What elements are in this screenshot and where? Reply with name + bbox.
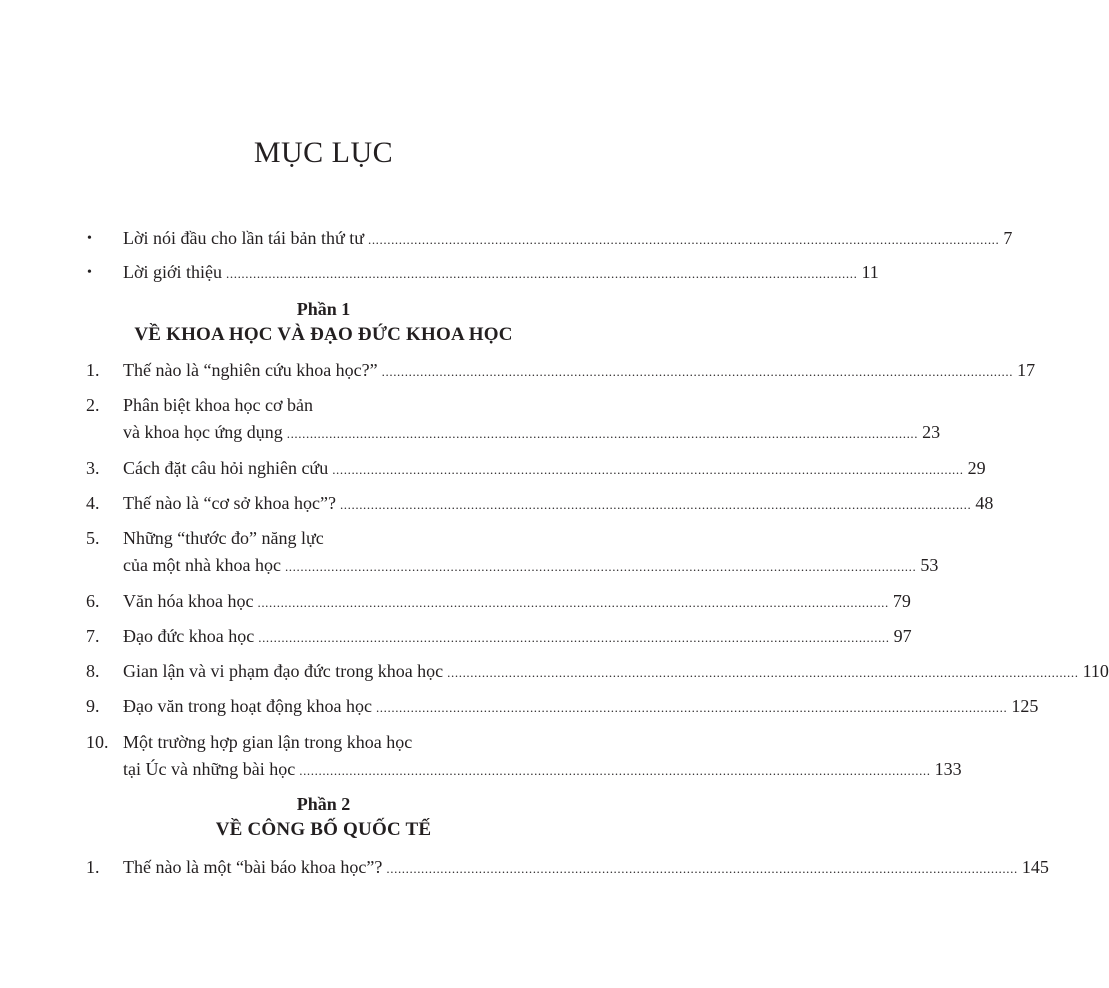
part-name: VỀ KHOA HỌC VÀ ĐẠO ĐỨC KHOA HỌC [134, 324, 513, 345]
toc-entry-label: Thế nào là một “bài báo khoa học”? [123, 857, 383, 877]
toc-entry[interactable] [86, 854, 1049, 881]
toc-entry-label: Cách đặt câu hỏi nghiên cứu [123, 458, 329, 478]
dot-leader: .................................................................................................................................................................... [286, 426, 919, 441]
toc-entry-page: 133 [934, 759, 962, 779]
toc-entry-page: 53 [920, 555, 939, 575]
dot-leader: .................................................................................................................................................................... [381, 364, 1014, 379]
toc-entry-label: Những “thước đo” năng lực [123, 528, 324, 548]
toc-entry-page: 7 [1003, 228, 1013, 248]
toc-entry[interactable] [86, 392, 941, 446]
toc-entry-label-continued: tại Úc và những bài học [123, 759, 296, 779]
toc-entry[interactable] [86, 525, 939, 579]
dot-leader: .................................................................................................................................................................... [257, 595, 889, 610]
toc-entry-number: 4. [86, 493, 100, 513]
toc-entry-introduction[interactable] [86, 259, 879, 286]
part-heading: Phần 1 [296, 299, 351, 319]
toc-entry-number: 1. [86, 360, 100, 380]
toc-entry-page: 97 [893, 626, 912, 646]
toc-entry-number: 9. [86, 696, 100, 716]
toc-entry-number: 6. [86, 591, 100, 611]
toc-entry-page: 29 [967, 458, 986, 478]
toc-entry-label: Một trường hợp gian lận trong khoa học [123, 732, 413, 752]
toc-entry-label: Phân biệt khoa học cơ bản [123, 395, 313, 415]
toc-entry-number: 2. [86, 395, 100, 415]
dot-leader: .................................................................................................................................................................... [447, 665, 1079, 680]
dot-leader: .................................................................................................................................................................... [339, 497, 972, 512]
toc-entry-preface[interactable] [86, 225, 1013, 252]
toc-entry-number: 10. [86, 732, 109, 752]
toc-entry-page: 145 [1021, 857, 1049, 877]
toc-entry-number: 5. [86, 528, 100, 548]
toc-entry[interactable] [86, 490, 994, 517]
toc-entry-label: Văn hóa khoa học [123, 591, 254, 611]
toc-entry-number: 3. [86, 458, 100, 478]
dot-leader: .................................................................................................................................................................... [332, 462, 964, 477]
dot-leader: .................................................................................................................................................................... [299, 763, 931, 778]
toc-entry[interactable] [86, 729, 962, 783]
toc-entry-label: Thế nào là “cơ sở khoa học”? [123, 493, 336, 513]
dot-leader: .................................................................................................................................................................... [386, 861, 1018, 876]
toc-entry-label: Gian lận và vi phạm đạo đức trong khoa học [123, 661, 444, 681]
toc-entry-label: Thế nào là “nghiên cứu khoa học?” [123, 360, 378, 380]
toc-entry-label: Lời giới thiệu [123, 262, 223, 282]
toc-entry-label: Lời nói đầu cho lần tái bản thứ tư [123, 228, 364, 248]
part-name: VỀ CÔNG BỐ QUỐC TẾ [215, 819, 432, 840]
dot-leader: .................................................................................................................................................................... [284, 559, 917, 574]
toc-entry-number: 7. [86, 626, 100, 646]
toc-entry[interactable] [86, 588, 911, 615]
toc-entry-page: 79 [892, 591, 911, 611]
page-title: MỤC LỤC [253, 136, 394, 169]
toc-entry-label: Đạo văn trong hoạt động khoa học [123, 696, 372, 716]
toc-entry[interactable] [86, 623, 912, 650]
toc-entry-label-continued: và khoa học ứng dụng [123, 422, 283, 442]
toc-entry-page: 11 [861, 262, 879, 282]
part-heading: Phần 2 [296, 794, 351, 814]
bullet-icon: • [87, 231, 92, 246]
dot-leader: .................................................................................................................................................................... [367, 232, 1000, 247]
toc-entry-page: 125 [1011, 696, 1039, 716]
toc-entry[interactable] [86, 693, 1039, 720]
toc-entry-number: 8. [86, 661, 100, 681]
toc-entry-label-continued: của một nhà khoa học [123, 555, 281, 575]
toc-entry[interactable] [86, 357, 1036, 384]
toc-entry-page: 23 [922, 422, 941, 442]
dot-leader: .................................................................................................................................................................... [226, 266, 858, 281]
toc-entry-page: 110 [1082, 661, 1109, 681]
toc-entry-label: Đạo đức khoa học [123, 626, 255, 646]
dot-leader: .................................................................................................................................................................... [258, 630, 890, 645]
bullet-icon: • [87, 265, 92, 280]
toc-entry-page: 17 [1017, 360, 1036, 380]
toc-entry-number: 1. [86, 857, 100, 877]
toc-entry[interactable] [86, 658, 1109, 685]
toc-entry-page: 48 [975, 493, 994, 513]
toc-entry[interactable] [86, 455, 986, 482]
dot-leader: .................................................................................................................................................................... [375, 700, 1008, 715]
